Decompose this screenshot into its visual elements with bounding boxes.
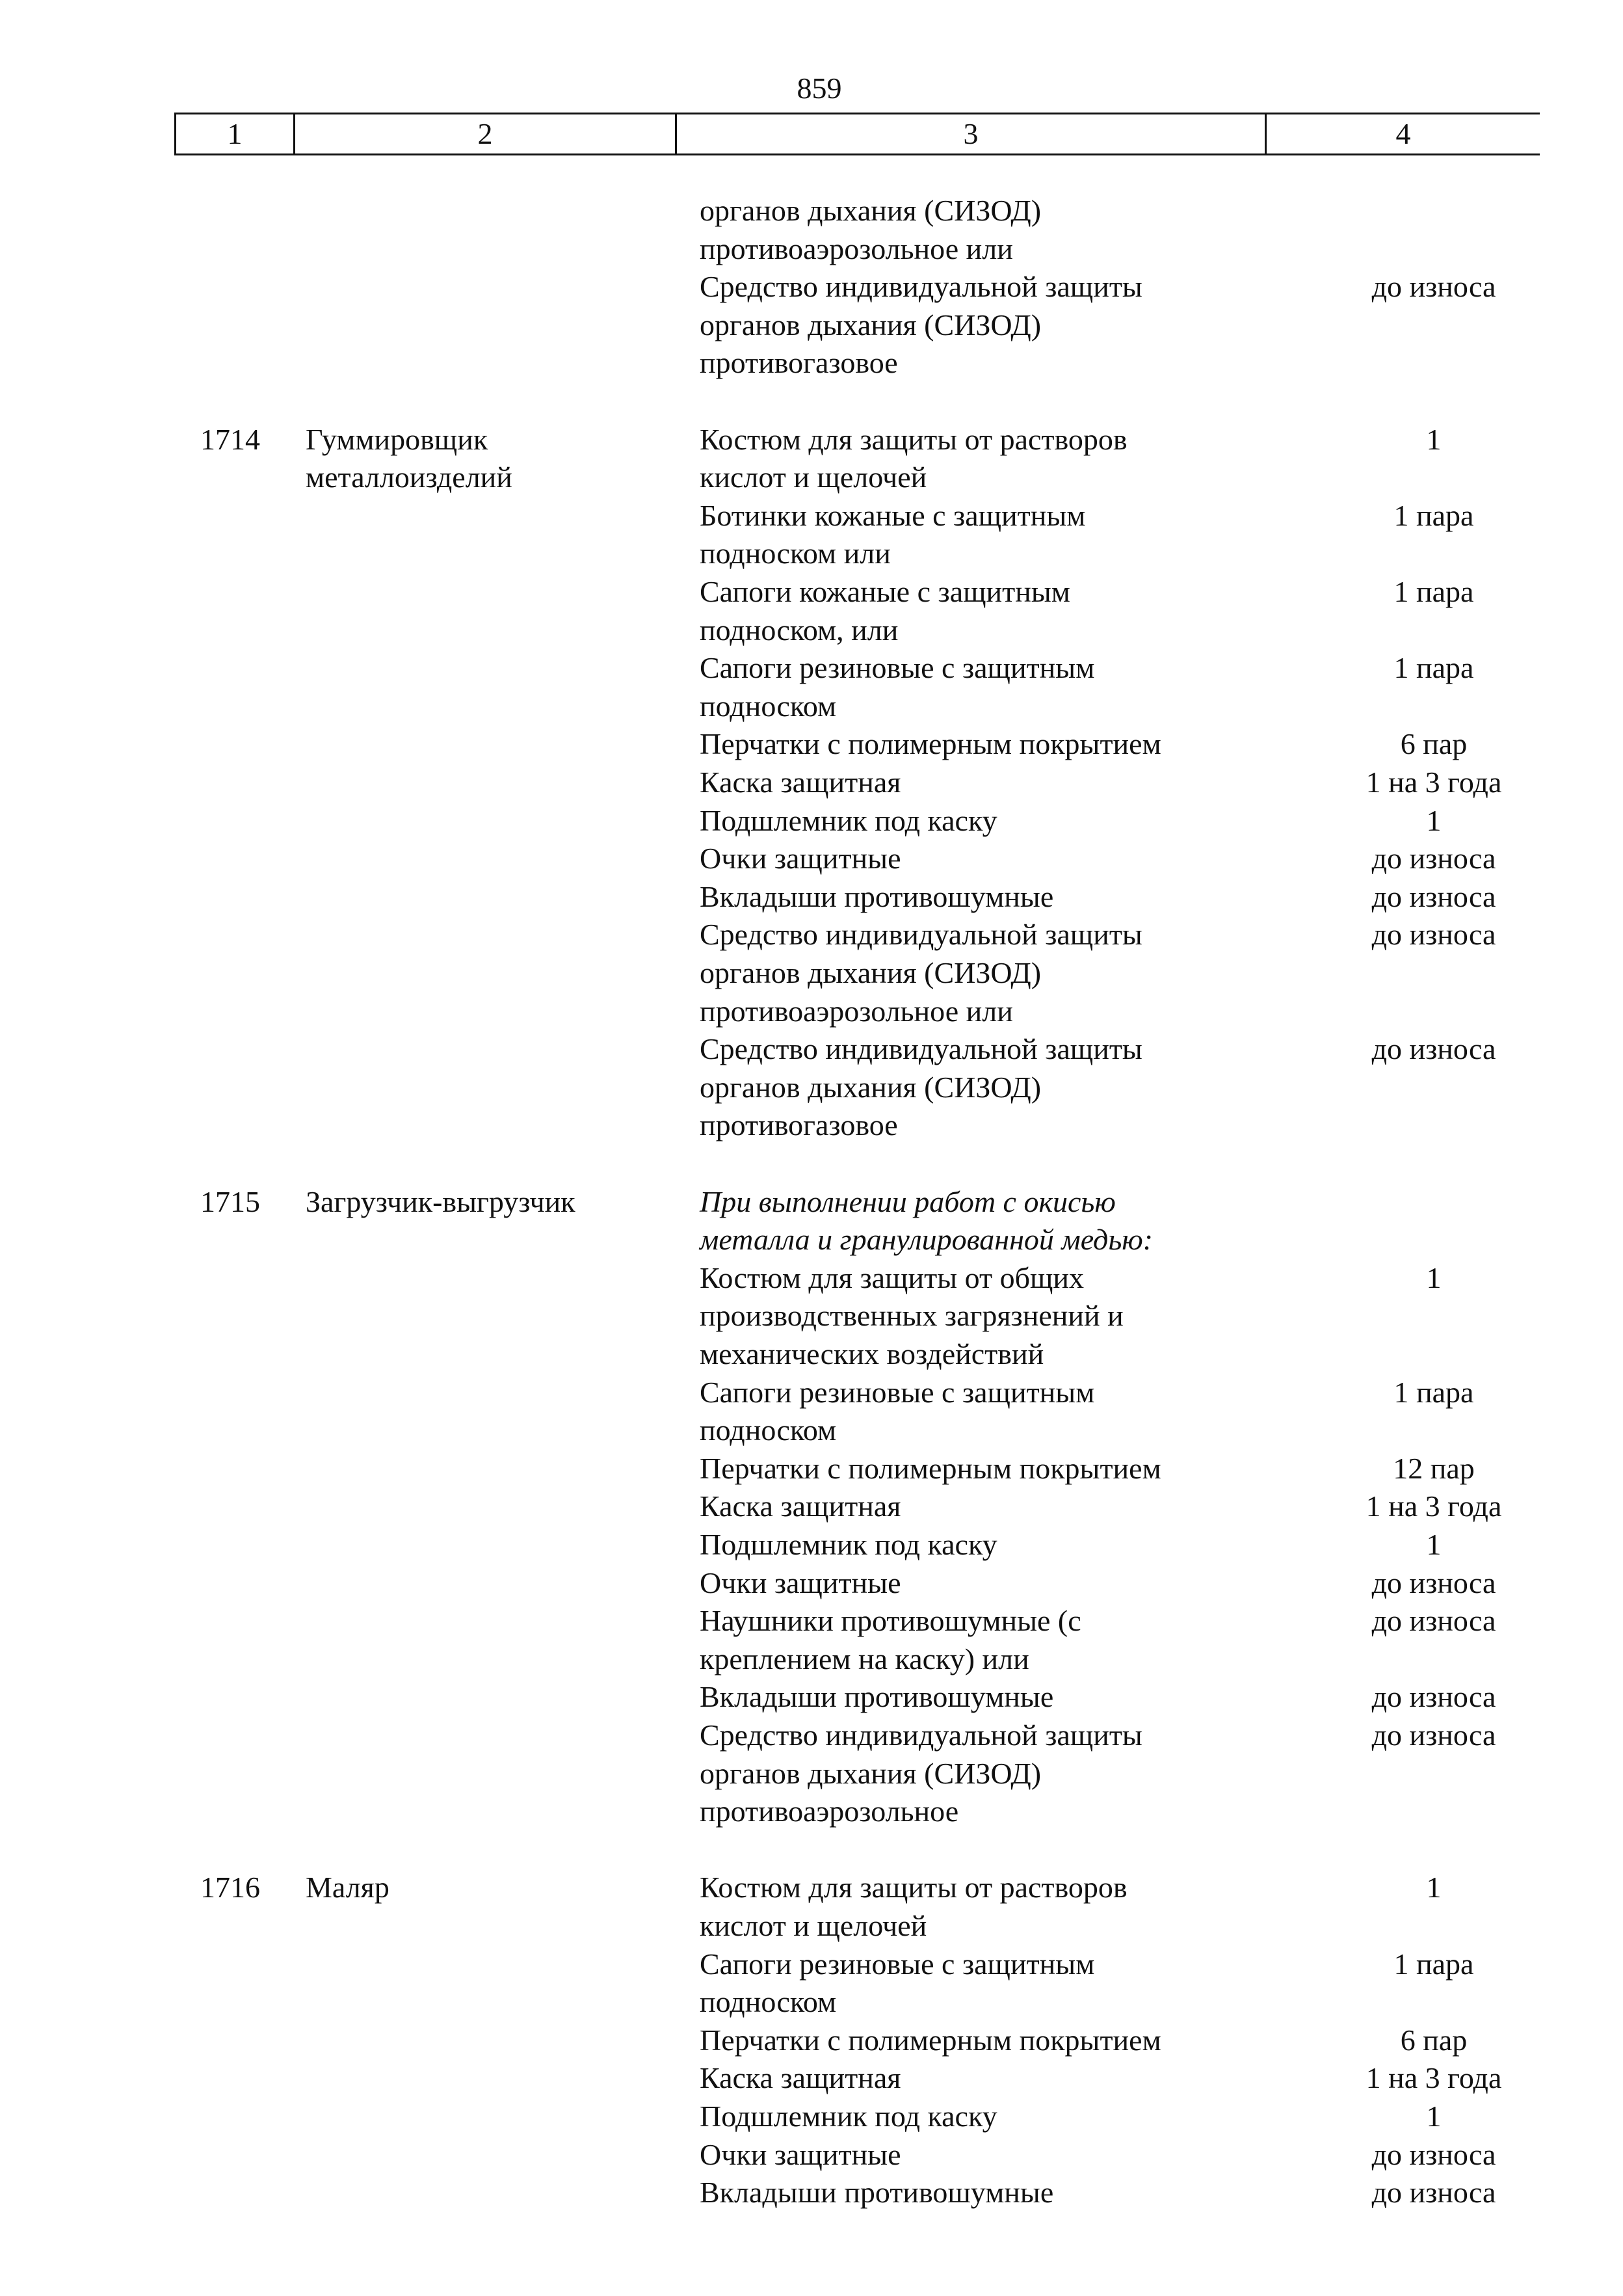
ppe-item-text: Вкладыши противошумные	[700, 880, 1054, 913]
issue-norm: 1	[1426, 1871, 1442, 1904]
ppe-item-text: При выполнении работ с окисью	[700, 1185, 1116, 1218]
ppe-item-text: противоаэрозольное или	[700, 232, 1013, 265]
ppe-item-text: подноском или	[700, 537, 891, 570]
ppe-item-text: Костюм для защиты от растворов	[700, 1871, 1128, 1904]
ppe-item-text: подноском	[700, 1413, 837, 1447]
profession-name: металлоизделий	[306, 461, 512, 494]
entry-number: 1715	[200, 1185, 260, 1218]
issue-norm: до износа	[1371, 1718, 1496, 1752]
ppe-item-text: Сапоги резиновые с защитным	[700, 651, 1095, 684]
ppe-item-text: кислот и щелочей	[700, 461, 927, 494]
ppe-item-text: органов дыхания (СИЗОД)	[700, 956, 1042, 989]
issue-norm: 1	[1426, 1261, 1442, 1294]
ppe-item-text: Очки защитные	[700, 2138, 901, 2171]
ppe-item-text: Подшлемник под каску	[700, 804, 997, 837]
issue-norm: 1 пара	[1393, 575, 1474, 608]
issue-norm: до износа	[1371, 2138, 1496, 2171]
ppe-item-text: Средство индивидуальной защиты	[700, 918, 1142, 951]
ppe-item-text: Сапоги кожаные с защитным	[700, 575, 1070, 608]
ppe-item-text: Костюм для защиты от растворов	[700, 423, 1128, 456]
issue-norm: до износа	[1371, 1566, 1496, 1599]
issue-norm: до износа	[1371, 918, 1496, 951]
ppe-item-text: Средство индивидуальной защиты	[700, 1032, 1142, 1065]
ppe-item-text: противоаэрозольное или	[700, 994, 1013, 1028]
issue-norm: 12 пар	[1393, 1452, 1475, 1485]
issue-norm: 1	[1426, 423, 1442, 456]
ppe-item-text: Средство индивидуальной защиты	[700, 1718, 1142, 1752]
column-number-2: 2	[295, 114, 676, 155]
ppe-item-text: подноском, или	[700, 613, 899, 647]
ppe-item-text: Очки защитные	[700, 1566, 901, 1599]
ppe-item-text: кислот и щелочей	[700, 1909, 927, 1942]
issue-norm: 1 на 3 года	[1366, 2061, 1502, 2094]
ppe-item-text: креплением на каску) или	[700, 1642, 1029, 1675]
ppe-item-text: металла и гранулированной медью:	[700, 1223, 1154, 1256]
profession-name: Маляр	[306, 1871, 389, 1904]
entry-number: 1716	[200, 1871, 260, 1904]
issue-norm: 1 пара	[1393, 651, 1474, 684]
ppe-item-text: органов дыхания (СИЗОД)	[700, 1757, 1042, 1790]
issue-norm: 1	[1426, 1528, 1442, 1561]
ppe-item-text: Перчатки с полимерным покрытием	[700, 2023, 1161, 2057]
ppe-item-text: Ботинки кожаные с защитным	[700, 499, 1086, 532]
issue-norm: 6 пар	[1400, 2023, 1468, 2057]
issue-norm: 1	[1426, 804, 1442, 837]
ppe-item-text: Средство индивидуальной защиты	[700, 270, 1142, 303]
issue-norm: до износа	[1371, 1032, 1496, 1065]
ppe-item-text: Очки защитные	[700, 842, 901, 875]
issue-norm: до износа	[1371, 842, 1496, 875]
ppe-item-text: Каска защитная	[700, 766, 901, 799]
profession-name: Загрузчик-выгрузчик	[306, 1185, 575, 1218]
page-number: 859	[797, 72, 842, 105]
ppe-item-text: органов дыхания (СИЗОД)	[700, 1071, 1042, 1104]
profession-name: Гуммировщик	[306, 423, 488, 456]
ppe-item-text: Каска защитная	[700, 1489, 901, 1523]
ppe-item-text: Каска защитная	[700, 2061, 901, 2094]
issue-norm: до износа	[1371, 880, 1496, 913]
ppe-item-text: Костюм для защиты от общих	[700, 1261, 1085, 1294]
column-number-1: 1	[176, 114, 295, 155]
ppe-item-text: противогазовое	[700, 346, 898, 379]
issue-norm: до износа	[1371, 2176, 1496, 2209]
entry-number: 1714	[200, 423, 260, 456]
ppe-item-text: подноском	[700, 1985, 837, 2018]
ppe-item-text: Подшлемник под каску	[700, 2100, 997, 2133]
ppe-item-text: Сапоги резиновые с защитным	[700, 1947, 1095, 1981]
ppe-item-text: Вкладыши противошумные	[700, 2176, 1054, 2209]
ppe-item-text: Перчатки с полимерным покрытием	[700, 1452, 1161, 1485]
ppe-item-text: Подшлемник под каску	[700, 1528, 997, 1561]
issue-norm: до износа	[1371, 270, 1496, 303]
ppe-item-text: Перчатки с полимерным покрытием	[700, 727, 1161, 760]
ppe-item-text: органов дыхания (СИЗОД)	[700, 308, 1042, 341]
ppe-item-text: механических воздействий	[700, 1337, 1044, 1370]
ppe-item-text: Сапоги резиновые с защитным	[700, 1376, 1095, 1409]
issue-norm: 1 на 3 года	[1366, 766, 1502, 799]
ppe-item-text: Вкладыши противошумные	[700, 1680, 1054, 1713]
ppe-item-text: Наушники противошумные (с	[700, 1604, 1081, 1637]
column-number-4: 4	[1266, 114, 1540, 155]
ppe-item-text: производственных загрязнений и	[700, 1299, 1124, 1332]
issue-norm: 1 пара	[1393, 1376, 1474, 1409]
issue-norm: 1	[1426, 2100, 1442, 2133]
issue-norm: до износа	[1371, 1604, 1496, 1637]
issue-norm: до износа	[1371, 1680, 1496, 1713]
issue-norm: 1 пара	[1393, 1947, 1474, 1981]
issue-norm: 1 на 3 года	[1366, 1489, 1502, 1523]
issue-norm: 6 пар	[1400, 727, 1468, 760]
ppe-item-text: противогазовое	[700, 1108, 898, 1141]
column-number-3: 3	[676, 114, 1266, 155]
column-header-row	[174, 113, 1540, 155]
ppe-item-text: подноском	[700, 689, 837, 723]
ppe-item-text: противоаэрозольное	[700, 1795, 959, 1828]
issue-norm: 1 пара	[1393, 499, 1474, 532]
ppe-item-text: органов дыхания (СИЗОД)	[700, 194, 1042, 227]
